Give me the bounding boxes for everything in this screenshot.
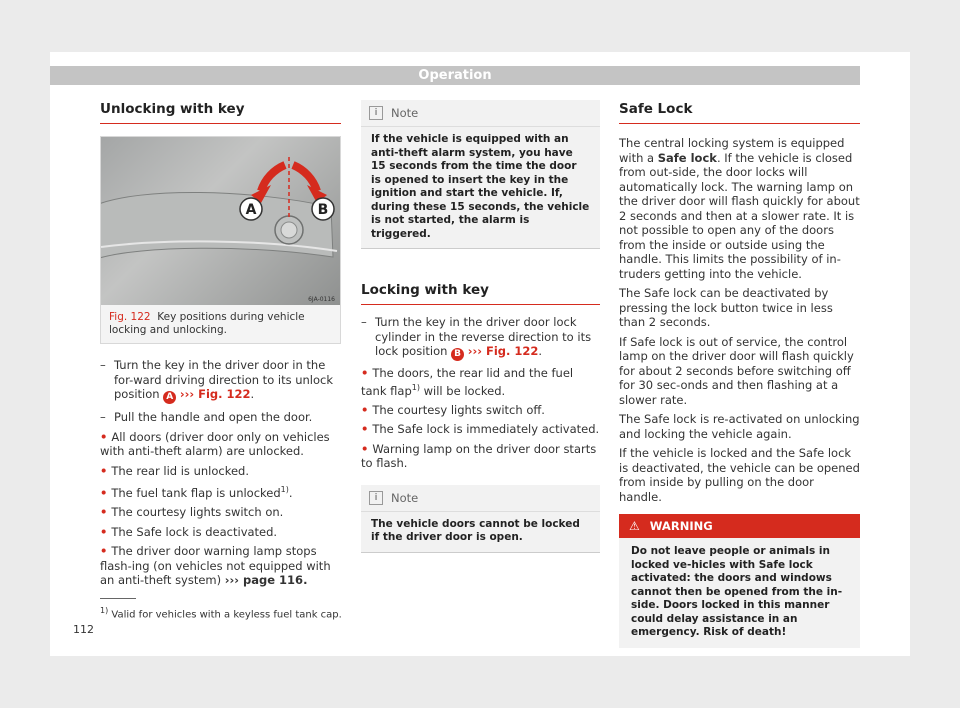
- figure-122: [100, 136, 341, 344]
- bullet-item: • The Safe lock is deactivated.: [100, 524, 278, 539]
- footnote-ref: 1): [280, 485, 289, 494]
- bullet-item: • The courtesy lights switch on.: [100, 505, 284, 520]
- column-locking: [361, 98, 600, 553]
- note-title: Note: [391, 106, 419, 120]
- paragraph: The central locking system is equipped with a Safe lock. If the vehicle is closed from out-side, the door locks will automatically lock. The warning lamp on the driver door will flash quickly for about 2 seconds and then at a slower rate. It is not possible to open any of the doors from the inside or outside using the handle. This limits the possibility of in-truders getting into the vehicle.: [619, 136, 860, 281]
- note-box-doors: [361, 485, 600, 553]
- section-header: Operation: [50, 66, 860, 85]
- section-title-unlocking: Unlocking with key: [100, 98, 341, 124]
- footnote-divider: [100, 598, 136, 599]
- column-safe-lock: [619, 98, 860, 648]
- footnote-ref: 1): [411, 382, 420, 392]
- door-handle-icon: [101, 137, 340, 305]
- bullet-item: • Warning lamp on the driver door starts to flash.: [361, 441, 597, 471]
- figure-label-b: B: [317, 202, 329, 218]
- page-number: 112: [73, 623, 94, 636]
- warning-box: [619, 514, 860, 648]
- note-title: Note: [391, 490, 419, 505]
- figure-code: 6JA-0116: [308, 296, 335, 303]
- note-text: The vehicle doors cannot be locked if the driver door is open.: [371, 517, 580, 544]
- position-a-badge: A: [163, 391, 176, 404]
- section-title-safe-lock: Safe Lock: [619, 98, 860, 124]
- paragraph: The Safe lock can be deactivated by pressing the lock button twice in less than 2 seconds.: [619, 286, 833, 329]
- bullet-item: • The driver door warning lamp stops flash-ing (on vehicles not equipped with an anti-theft system) ››› page 116.: [100, 544, 331, 588]
- paragraph: The Safe lock is re-activated on unlocking and locking the vehicle again.: [619, 412, 860, 441]
- bullet-item: • The doors, the rear lid and the fuel tank flap$^{1)}$ will be locked.: [361, 366, 574, 398]
- info-icon: i: [369, 106, 383, 120]
- position-b-badge: B: [451, 348, 464, 361]
- page-116-link[interactable]: ››› page 116.: [224, 573, 308, 588]
- paragraph: If Safe lock is out of service, the control lamp on the driver door will flash quickly for about 2 seconds before switching off for 30 sec-onds and then flashing at a slower rate.: [619, 334, 854, 407]
- bullet-item: • The courtesy lights switch off.: [361, 402, 545, 417]
- note-text: If the vehicle is equipped with an anti-theft alarm system, you have 15 seconds from the time the door is opened to insert the key in the ignition and start the vehicle. If, during these 15 seconds, the vehicle is not started, the alarm is triggered.: [371, 133, 590, 240]
- paragraph: If the vehicle is locked and the Safe lock is deactivated, the vehicle can be opened from inside by pulling on the door handle.: [619, 446, 860, 504]
- step-lock-1: – Turn the key in the driver door lock cylinder in the reverse direction to its lock position B ››› Fig. 122.: [361, 315, 592, 359]
- bullet-item: • The Safe lock is immediately activated.: [361, 422, 600, 437]
- warning-text: Do not leave people or animals in locked ve-hicles with Safe lock activated: the doors and windows cannot then be opened from the in-side. Doors locked in this manner could delay assistance in an emergency. Risk of death!: [631, 545, 843, 638]
- figure-caption-text: Key positions during vehicle locking and unlocking.: [109, 311, 305, 336]
- figure-number: Fig. 122: [109, 311, 151, 323]
- bullet-item: • All doors (driver door only on vehicles with anti-theft alarm) are unlocked.: [100, 429, 330, 458]
- info-icon: i: [369, 491, 383, 505]
- step-unlock-1: – Turn the key in the driver door in the for-ward driving direction to its unlock position A ››› Fig. 122.: [100, 358, 334, 402]
- footnote: $^{1)}$ Valid for vehicles with a keyless fuel tank cap.: [100, 606, 342, 621]
- step-unlock-2: – Pull the handle and open the door.: [100, 410, 313, 424]
- step-text: Turn the key in the driver door in the for-ward driving direction to its unlock position: [114, 358, 334, 401]
- section-title-locking: Locking with key: [361, 279, 600, 305]
- figure-label-a: A: [245, 202, 257, 218]
- note-box-alarm: [361, 100, 600, 249]
- bullet-item: • The fuel tank flap is unlocked$^{1)}$.: [100, 485, 293, 500]
- figure-caption: [101, 305, 340, 343]
- warning-triangle-icon: ⚠: [629, 519, 640, 533]
- fig-122-link[interactable]: ››› Fig. 122: [467, 344, 539, 358]
- column-unlocking: [100, 98, 341, 588]
- warning-title: WARNING: [649, 519, 713, 533]
- bullet-item: • The rear lid is unlocked.: [100, 463, 249, 478]
- fig-122-link[interactable]: ››› Fig. 122: [179, 387, 251, 401]
- key-lock-illustration: [101, 137, 340, 305]
